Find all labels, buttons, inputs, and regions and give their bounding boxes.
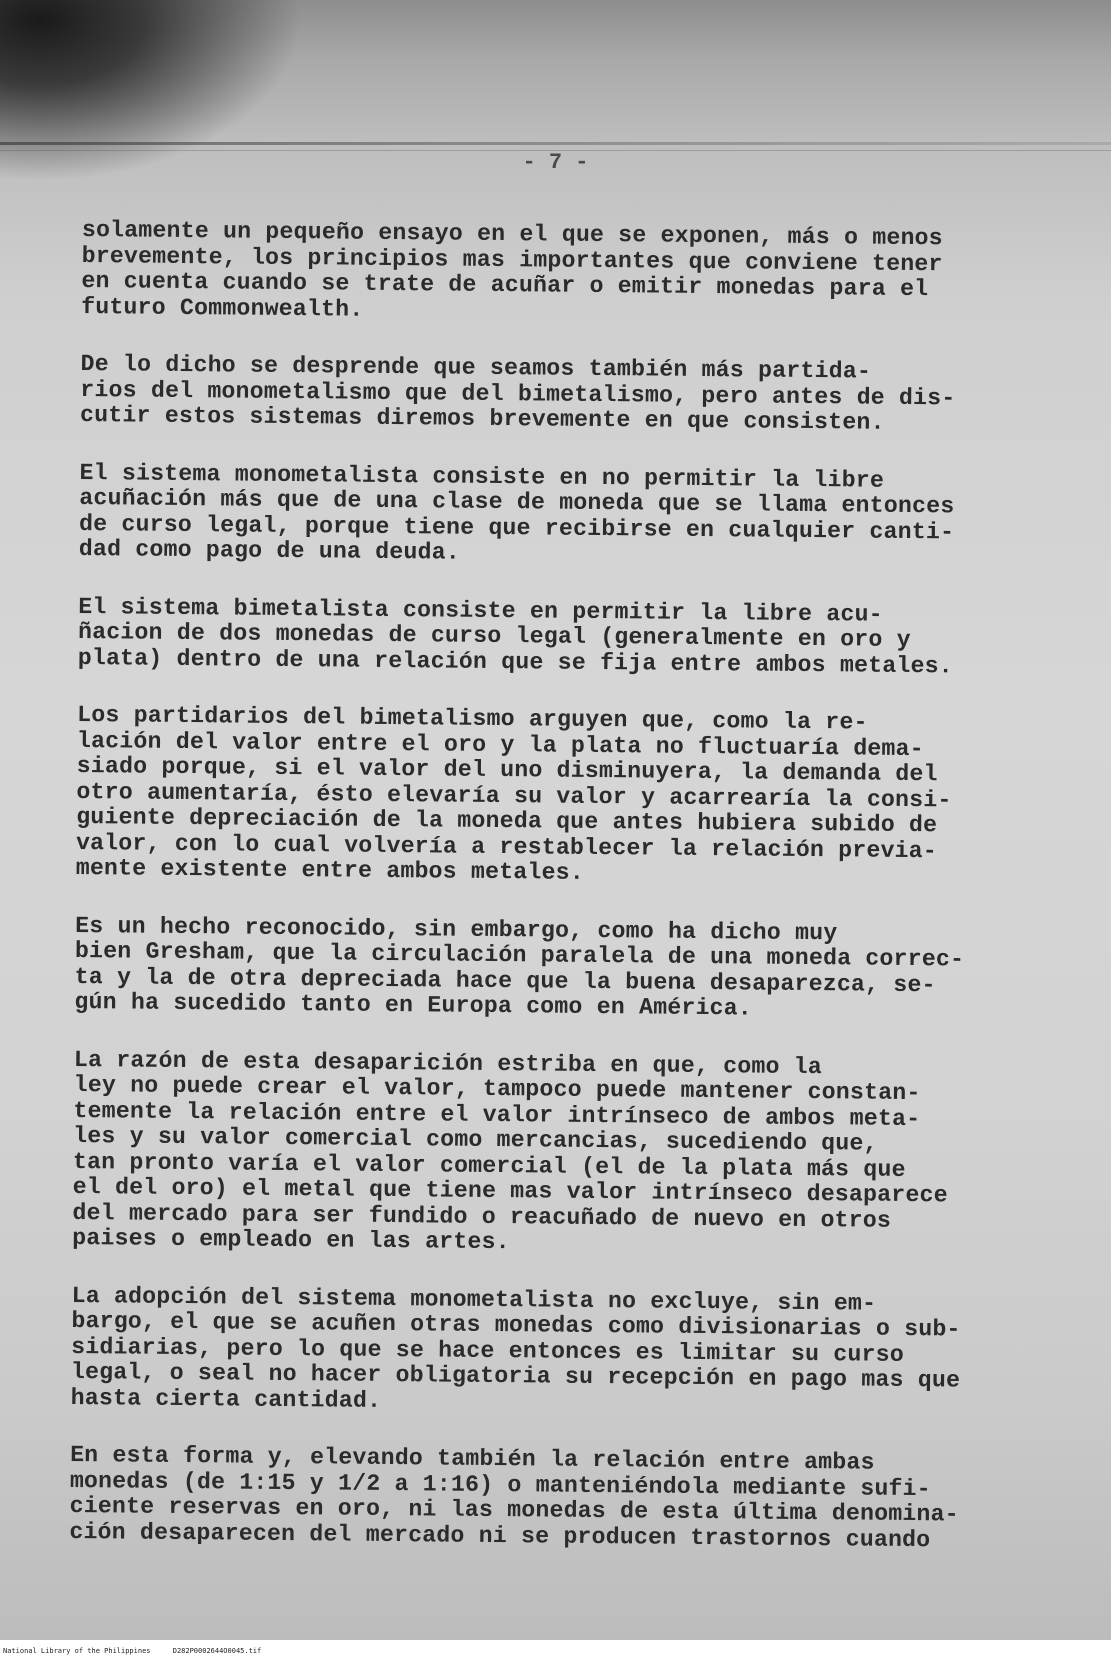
library-credit: National Library of the Philippines	[3, 1647, 151, 1655]
paragraph-5: Los partidarios del bimetalismo arguyen que, como la re- lación del valor entre el oro y la plata no fluctuaría dema- siado porque, si el valor del uno disminuyera, la demanda del otro aumentaría, ésto elevaría su valor y acarrearía la consi- guiente depreciación de la moneda que antes hubiera subido de valor, con lo cual volvería a restablecer la relación previa- mente existente entre ambos metales.	[75, 701, 952, 886]
paragraph-9: En esta forma y, elevando también la relación entre ambas monedas (de 1:15 y 1/2 a 1:16) o manteniéndola mediante sufi- ciente reservas en oro, ni las monedas de esta última denomina- ción desaparecen del mercado ni se producen trastornos cuando	[69, 1441, 959, 1553]
file-id: D282P0002644O0045.tif	[172, 1647, 262, 1655]
fold-line	[0, 142, 1111, 145]
paragraph-4: El sistema bimetalista consiste en permitir la libre acu- ñacion de dos monedas de curso legal (generalmente en oro y plata) dentro de una relación que se fija entre ambos metales.	[77, 593, 953, 679]
scan-footer	[0, 1644, 1111, 1658]
paragraph-1: solamente un pequeño ensayo en el que se exponen, más o menos brevemente, los principios mas importantes que conviene tener en cuenta cuando se trate de acuñar o emitir monedas para el futuro Commonwealth.	[81, 217, 943, 323]
paragraph-6: Es un hecho reconocido, sin embargo, como ha dicho muy bien Gresham, que la circulación paralela de una moneda correc- ta y la de otra depreciada hace que la buena desaparezca, se- gún ha sucedido tanto en Europa como en América.	[74, 912, 965, 1022]
paragraph-2: De lo dicho se desprende que seamos también más partida- rios del monometalismo que del bimetalismo, pero antes de dis- cutir estos sistemas diremos brevemente en que consisten.	[79, 350, 956, 436]
page-number: - 7 -	[522, 150, 589, 175]
paragraph-3: El sistema monometalista consiste en no permitir la libre acuñación más que de una clase de moneda que se llama entonces de curso legal, porque tiene que recibirse en cualquier canti- dad como pago de una deuda.	[78, 459, 955, 566]
document-body	[69, 218, 1062, 1586]
paragraph-8: La adopción del sistema monometalista no excluye, sin em- bargo, el que se acuñen otras monedas como divisionarias o sub- sidiarias, pero lo que se hace entonces es limitar su curso legal, o seal no hacer obligatoria su recepción en pago mas que hasta cierta cantidad.	[70, 1282, 961, 1414]
paragraph-7: La razón de esta desaparición estriba en que, como la ley no puede crear el valor, tampoco puede mantener constan- temente la relación entre el valor intrínseco de ambos meta- les y su valor comercial como mercancias, sucediendo que, tan pronto varía el valor comercial (el de la plata más que el del oro) el metal que tiene mas valor intrínseco desaparece del mercado para ser fundido o reacuñado de nuevo en otros paises o empleado en las artes.	[72, 1046, 948, 1256]
